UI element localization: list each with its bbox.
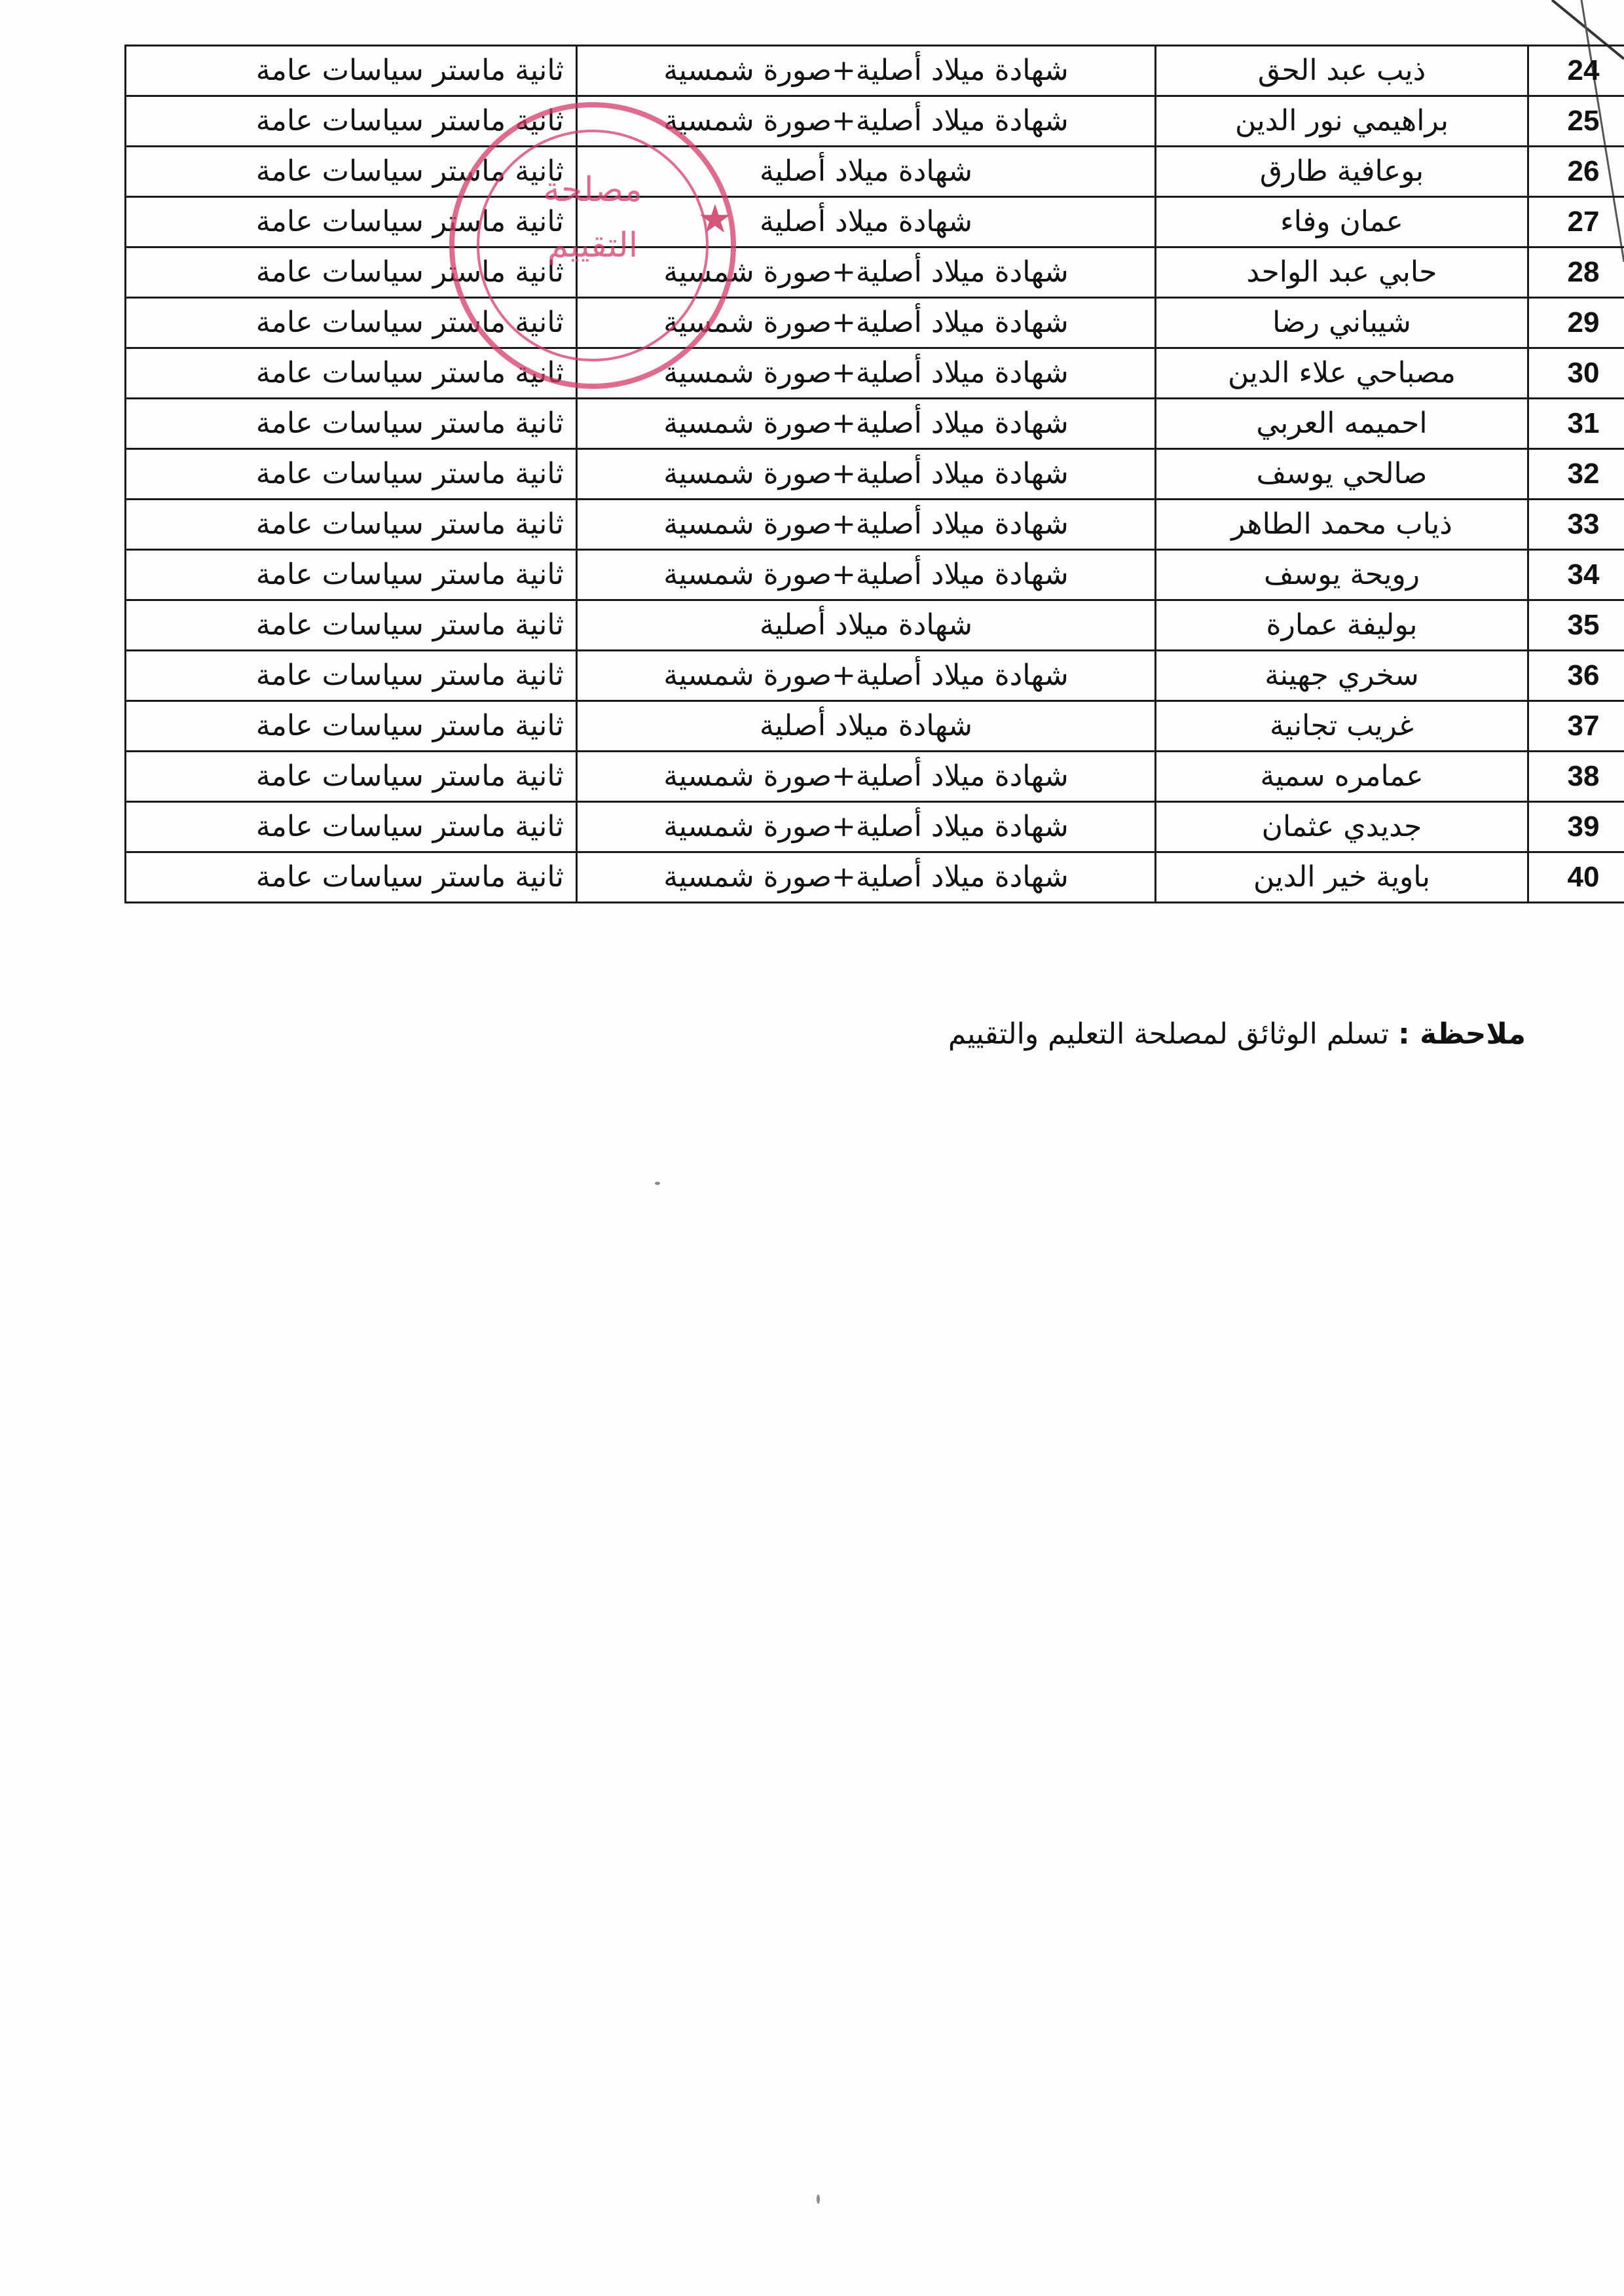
table-row [126,701,1624,752]
table-row [126,399,1624,449]
star-icon: ★ [697,196,733,242]
table-row [126,449,1624,500]
student-name: بوعافية طارق [1156,147,1528,197]
study-level: ثانية ماستر سياسات عامة [126,600,577,651]
scan-speck [817,2195,820,2204]
note-text: تسلم الوثائق لمصلحة التعليم والتقييم [948,1017,1390,1051]
required-documents: شهادة ميلاد أصلية+صورة شمسية [577,802,1156,852]
student-name: براهيمي نور الدين [1156,96,1528,147]
study-level: ثانية ماستر سياسات عامة [126,348,577,399]
row-number: 30 [1528,348,1624,399]
note-label: ملاحظة : [1398,1017,1526,1051]
row-number: 36 [1528,651,1624,701]
required-documents: شهادة ميلاد أصلية+صورة شمسية [577,752,1156,802]
required-documents: شهادة ميلاد أصلية [577,197,1156,247]
required-documents: شهادة ميلاد أصلية+صورة شمسية [577,399,1156,449]
table-row [126,197,1624,247]
study-level: ثانية ماستر سياسات عامة [126,399,577,449]
row-number: 24 [1528,46,1624,96]
study-level: ثانية ماستر سياسات عامة [126,96,577,147]
row-number: 25 [1528,96,1624,147]
student-name: شيباني رضا [1156,298,1528,348]
required-documents: شهادة ميلاد أصلية [577,147,1156,197]
student-name: بوليفة عمارة [1156,600,1528,651]
table-row [126,651,1624,701]
scan-speck [655,1182,660,1185]
row-number: 34 [1528,550,1624,600]
student-name: ذيب عبد الحق [1156,46,1528,96]
study-level: ثانية ماستر سياسات عامة [126,752,577,802]
required-documents: شهادة ميلاد أصلية [577,701,1156,752]
student-name: ذياب محمد الطاهر [1156,500,1528,550]
study-level: ثانية ماستر سياسات عامة [126,147,577,197]
row-number: 33 [1528,500,1624,550]
required-documents: شهادة ميلاد أصلية+صورة شمسية [577,348,1156,399]
study-level: ثانية ماستر سياسات عامة [126,701,577,752]
table-row [126,348,1624,399]
study-level: ثانية ماستر سياسات عامة [126,46,577,96]
required-documents: شهادة ميلاد أصلية+صورة شمسية [577,449,1156,500]
table-row [126,852,1624,903]
study-level: ثانية ماستر سياسات عامة [126,449,577,500]
required-documents: شهادة ميلاد أصلية+صورة شمسية [577,852,1156,903]
required-documents: شهادة ميلاد أصلية+صورة شمسية [577,247,1156,298]
study-level: ثانية ماستر سياسات عامة [126,550,577,600]
table-row [126,96,1624,147]
study-level: ثانية ماستر سياسات عامة [126,651,577,701]
student-name: حابي عبد الواحد [1156,247,1528,298]
table-row [126,500,1624,550]
table-row [126,752,1624,802]
student-name: غريب تجانية [1156,701,1528,752]
note-paragraph [609,1011,1526,1057]
student-name: احميمه العربي [1156,399,1528,449]
student-name: جديدي عثمان [1156,802,1528,852]
row-number: 37 [1528,701,1624,752]
student-name: رويحة يوسف [1156,550,1528,600]
student-name: سخري جهينة [1156,651,1528,701]
row-number: 40 [1528,852,1624,903]
row-number: 35 [1528,600,1624,651]
study-level: ثانية ماستر سياسات عامة [126,197,577,247]
study-level: ثانية ماستر سياسات عامة [126,247,577,298]
table-row [126,550,1624,600]
roster-table-body [126,46,1624,903]
row-number: 29 [1528,298,1624,348]
required-documents: شهادة ميلاد أصلية+صورة شمسية [577,298,1156,348]
study-level: ثانية ماستر سياسات عامة [126,802,577,852]
row-number: 31 [1528,399,1624,449]
required-documents: شهادة ميلاد أصلية+صورة شمسية [577,46,1156,96]
required-documents: شهادة ميلاد أصلية+صورة شمسية [577,550,1156,600]
table-row [126,600,1624,651]
stamp-line-2: التقييم [547,226,638,265]
roster-table [124,45,1624,903]
row-number: 26 [1528,147,1624,197]
row-number: 27 [1528,197,1624,247]
roster-table-container [124,45,1600,903]
study-level: ثانية ماستر سياسات عامة [126,852,577,903]
required-documents: شهادة ميلاد أصلية+صورة شمسية [577,96,1156,147]
stamp-line-1: مصلحة [543,170,642,210]
row-number: 28 [1528,247,1624,298]
required-documents: شهادة ميلاد أصلية+صورة شمسية [577,651,1156,701]
student-name: صالحي يوسف [1156,449,1528,500]
student-name: مصباحي علاء الدين [1156,348,1528,399]
row-number: 32 [1528,449,1624,500]
table-row [126,298,1624,348]
table-row [126,247,1624,298]
required-documents: شهادة ميلاد أصلية+صورة شمسية [577,500,1156,550]
student-name: عمان وفاء [1156,197,1528,247]
row-number: 38 [1528,752,1624,802]
row-number: 39 [1528,802,1624,852]
table-row [126,46,1624,96]
study-level: ثانية ماستر سياسات عامة [126,298,577,348]
study-level: ثانية ماستر سياسات عامة [126,500,577,550]
required-documents: شهادة ميلاد أصلية [577,600,1156,651]
student-name: باوية خير الدين [1156,852,1528,903]
student-name: عمامره سمية [1156,752,1528,802]
table-row [126,802,1624,852]
table-row [126,147,1624,197]
